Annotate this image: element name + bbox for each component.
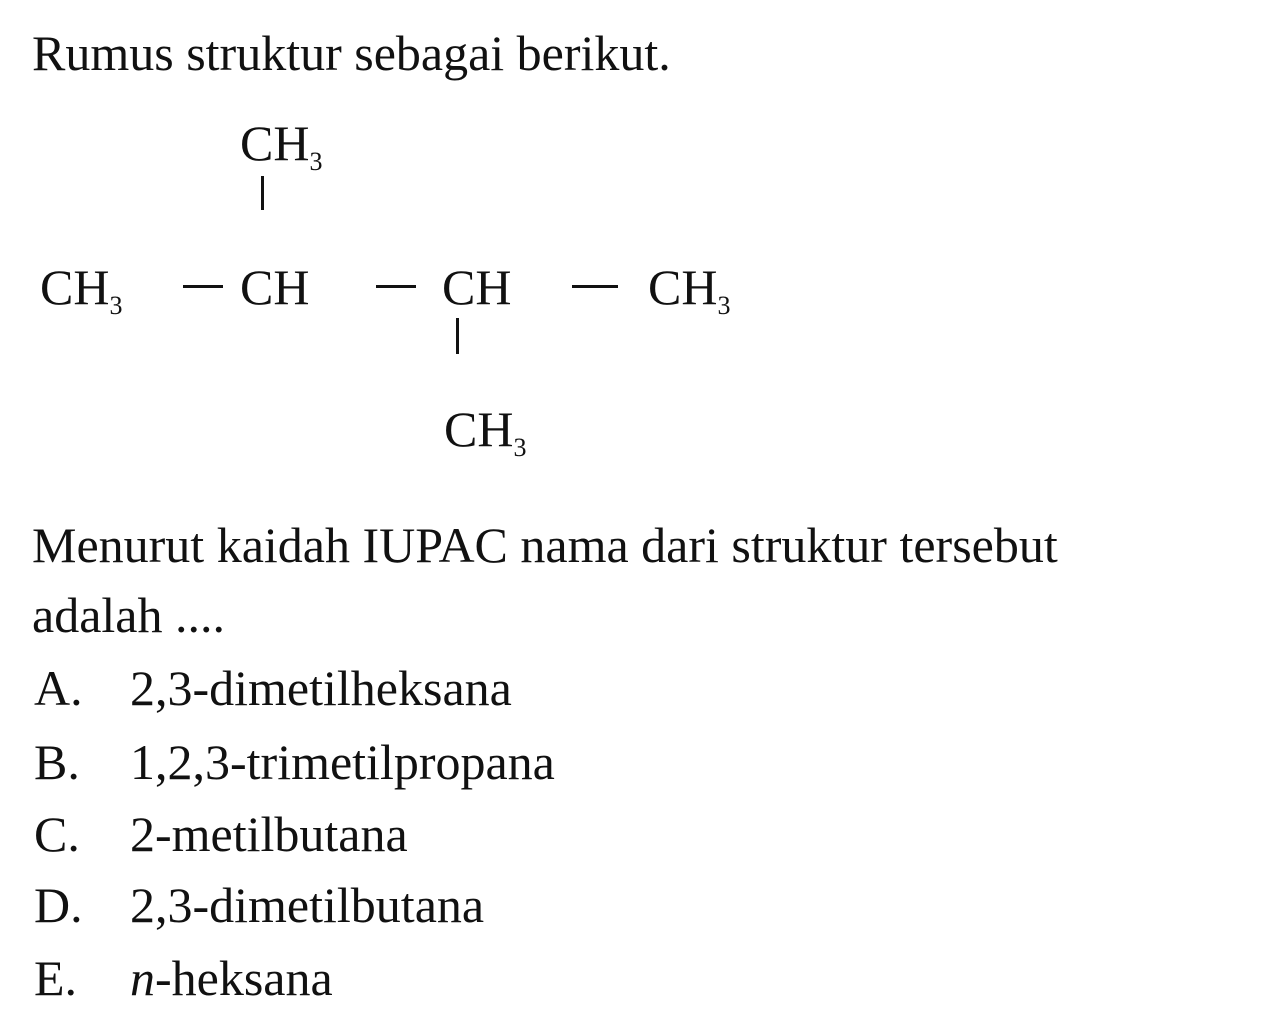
bottom-methyl-subscript: 3 — [513, 433, 527, 462]
option-a-letter: A. — [34, 660, 83, 716]
option-e-prefix: n — [130, 950, 155, 1006]
option-e-name: -heksana — [155, 950, 333, 1006]
intro-text: Rumus struktur sebagai berikut. — [32, 25, 671, 81]
option-e-text — [130, 950, 333, 1006]
chain-carbon-1-label: CH — [40, 259, 110, 315]
chain-carbon-1 — [40, 259, 123, 320]
option-b-letter: B. — [34, 734, 80, 790]
bottom-methyl-label: CH — [444, 401, 514, 457]
bottom-methyl-group — [444, 401, 527, 462]
question-line-2: adalah .... — [32, 587, 225, 643]
top-methyl-group — [240, 115, 323, 176]
bond-1-2 — [183, 285, 223, 288]
option-d-text: 2,3-dimetilbutana — [130, 877, 485, 933]
chain-carbon-3-label: CH — [442, 259, 512, 315]
option-c-letter: C. — [34, 806, 80, 862]
chain-carbon-4-subscript: 3 — [717, 291, 731, 320]
top-vertical-bond — [261, 176, 264, 210]
top-methyl-subscript: 3 — [309, 147, 323, 176]
bond-2-3 — [376, 285, 416, 288]
option-c-text: 2-metilbutana — [130, 806, 408, 862]
bond-3-4 — [572, 285, 618, 288]
option-a-text: 2,3-dimetilheksana — [130, 660, 512, 716]
option-e-letter: E. — [34, 950, 78, 1006]
chain-carbon-3 — [442, 259, 512, 315]
chain-carbon-2 — [240, 259, 310, 315]
bottom-vertical-bond — [456, 318, 459, 354]
option-d-letter: D. — [34, 877, 83, 933]
top-methyl-label: CH — [240, 115, 310, 171]
chain-carbon-2-label: CH — [240, 259, 310, 315]
option-b-text: 1,2,3-trimetilpropana — [130, 734, 555, 790]
chain-carbon-4 — [648, 259, 731, 320]
question-line-1: Menurut kaidah IUPAC nama dari struktur tersebut — [32, 517, 1058, 573]
chain-carbon-4-label: CH — [648, 259, 718, 315]
chain-carbon-1-subscript: 3 — [109, 291, 123, 320]
